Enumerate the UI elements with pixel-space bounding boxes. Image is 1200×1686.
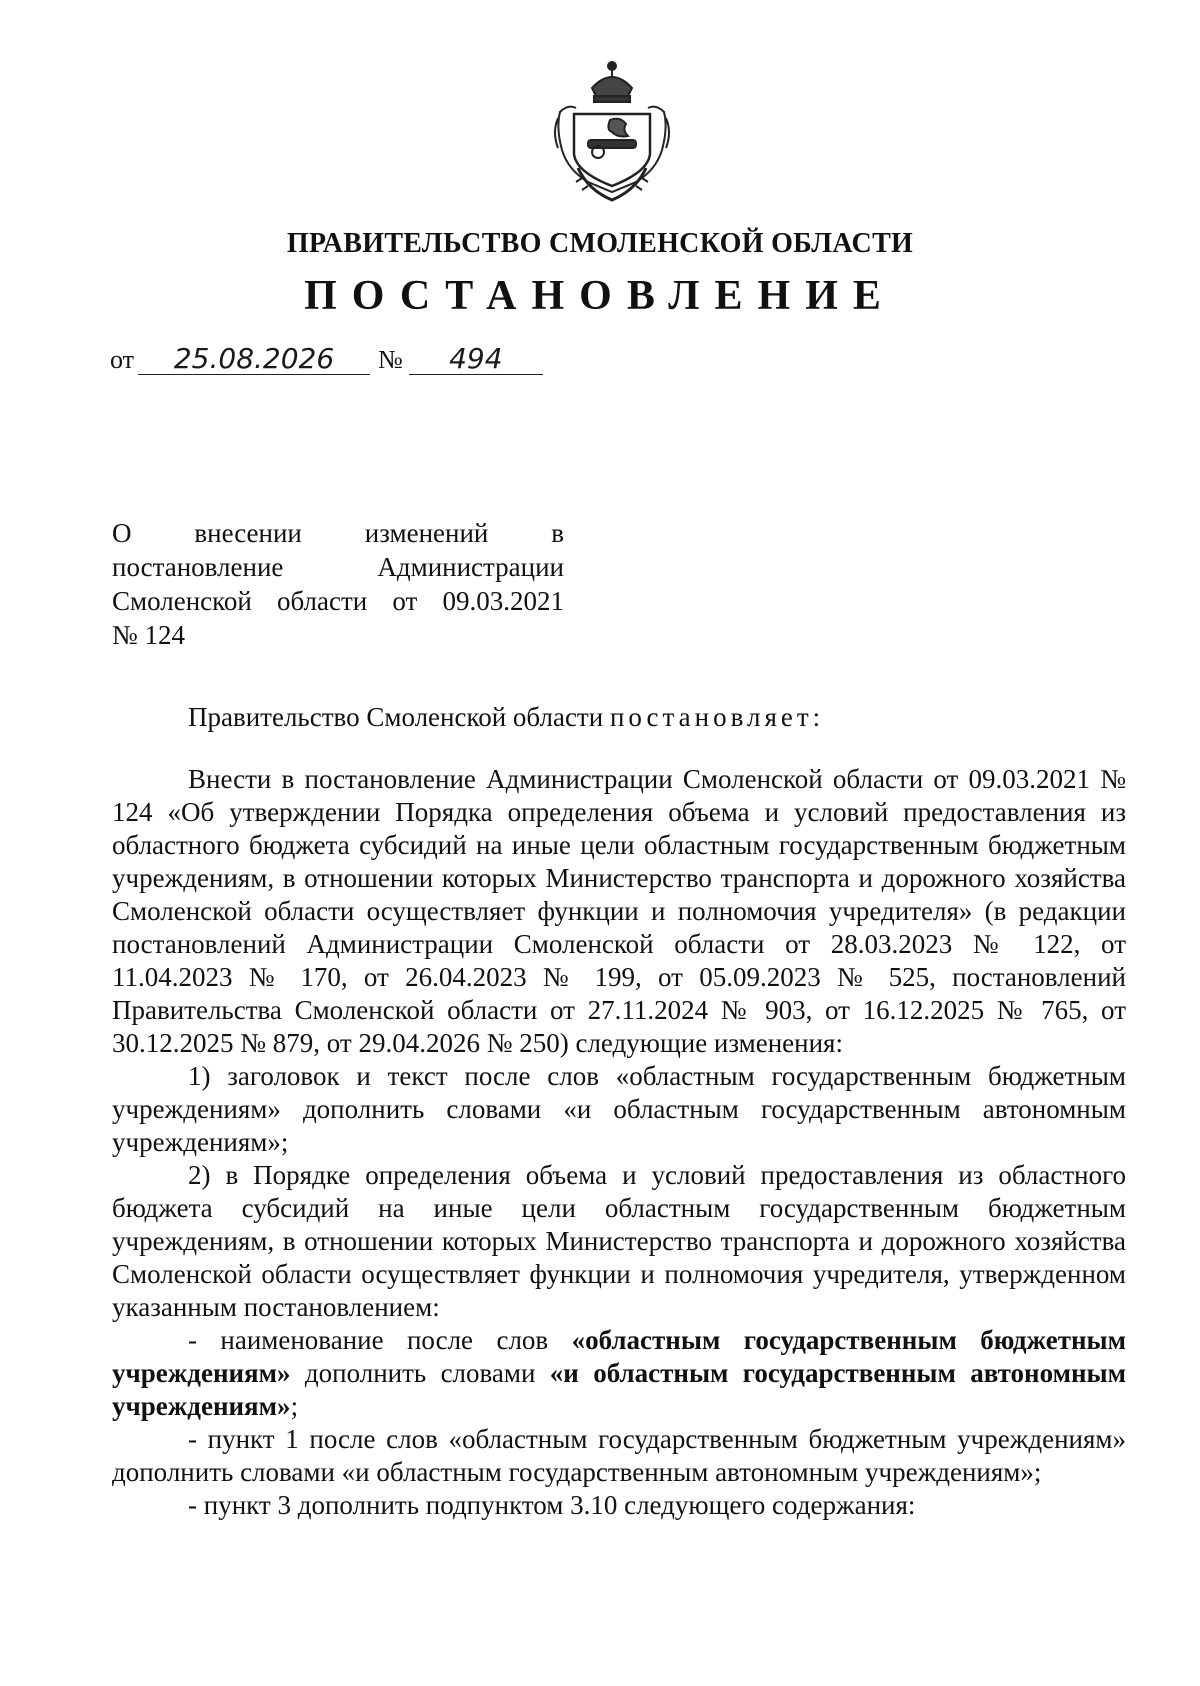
resolution-spaced-word: постановляет: [609, 702, 825, 732]
subitem-text: - наименование после слов [188, 1325, 572, 1355]
resolution-formula [188, 702, 824, 733]
date-from-label: от [110, 345, 135, 374]
number-label: № [378, 345, 403, 374]
subitem-bold-text: «и областным государственным автономным учреждениям» [112, 1358, 1127, 1421]
subitem-bold-text: «областным государственным бюджетным учреждениям» [112, 1325, 1126, 1388]
resolution-text: Правительство Смоленской области [188, 702, 610, 732]
handwritten-number: 494 [409, 344, 543, 375]
subitem-text: дополнить словами [290, 1358, 550, 1388]
document-subject [112, 516, 564, 652]
body-item-1: 1) заголовок и текст после слов «областным государственным бюджетным учреждениям» дополнить словами «и областным государственным автономным учреждениям»; [112, 1061, 1126, 1157]
handwritten-date: 25.08.2026 [138, 344, 370, 375]
subject-line: О внесении изменений в [112, 518, 564, 548]
document-body [112, 763, 1126, 1522]
document-type-title: ПОСТАНОВЛЕНИЕ [304, 273, 896, 319]
subitem-text: ; [290, 1391, 299, 1421]
body-subitem-point-1: - пункт 1 после слов «областным государственным бюджетным учреждениям» дополнить словами «и областным государственным автономным учреждениям»; [112, 1424, 1126, 1487]
body-subitem-point-3: - пункт 3 дополнить подпунктом 3.10 следующего содержания: [188, 1490, 916, 1520]
subject-line: постановление Администрации [112, 552, 564, 582]
body-paragraph: Внести в постановление Администрации Смоленской области от 09.03.2021 № 124 «Об утверждении Порядка определения объема и условий предоставления из областного бюджета субсидий на иные цели областным государственным бюджетным учреждениям, в отношении которых Министерство транспорта и дорожного хозяйства Смоленской области осуществляет функции и полномочия учредителя» (в редакции постановлений Администрации Смоленской области от 28.03.2023 № 122, от 11.04.2023 № 170, от 26.04.2023 № 199, от 05.09.2023 № 525, постановлений Правительства Смоленской области от 27.11.2024 № 903, от 16.12.2025 № 765, от 30.12.2025 № 879, от 29.04.2026 № 250) следующие изменения: [112, 764, 1126, 1058]
body-item-2: 2) в Порядке определения объема и условий предоставления из областного бюджета субсидий на иные цели областным государственным бюджетным учреждениям, в отношении которых Министерство транспорта и дорожного хозяйства Смоленской области осуществляет функции и полномочия учредителя, утвержденном указанным постановлением: [112, 1160, 1126, 1322]
organization-title: ПРАВИТЕЛЬСТВО СМОЛЕНСКОЙ ОБЛАСТИ [286, 228, 914, 259]
coat-of-arms-emblem [548, 58, 676, 206]
subject-line: № 124 [112, 620, 186, 650]
body-subitem-name [112, 1324, 1126, 1423]
date-number-line [110, 344, 543, 375]
subject-line: Смоленской области от 09.03.2021 [112, 586, 564, 616]
